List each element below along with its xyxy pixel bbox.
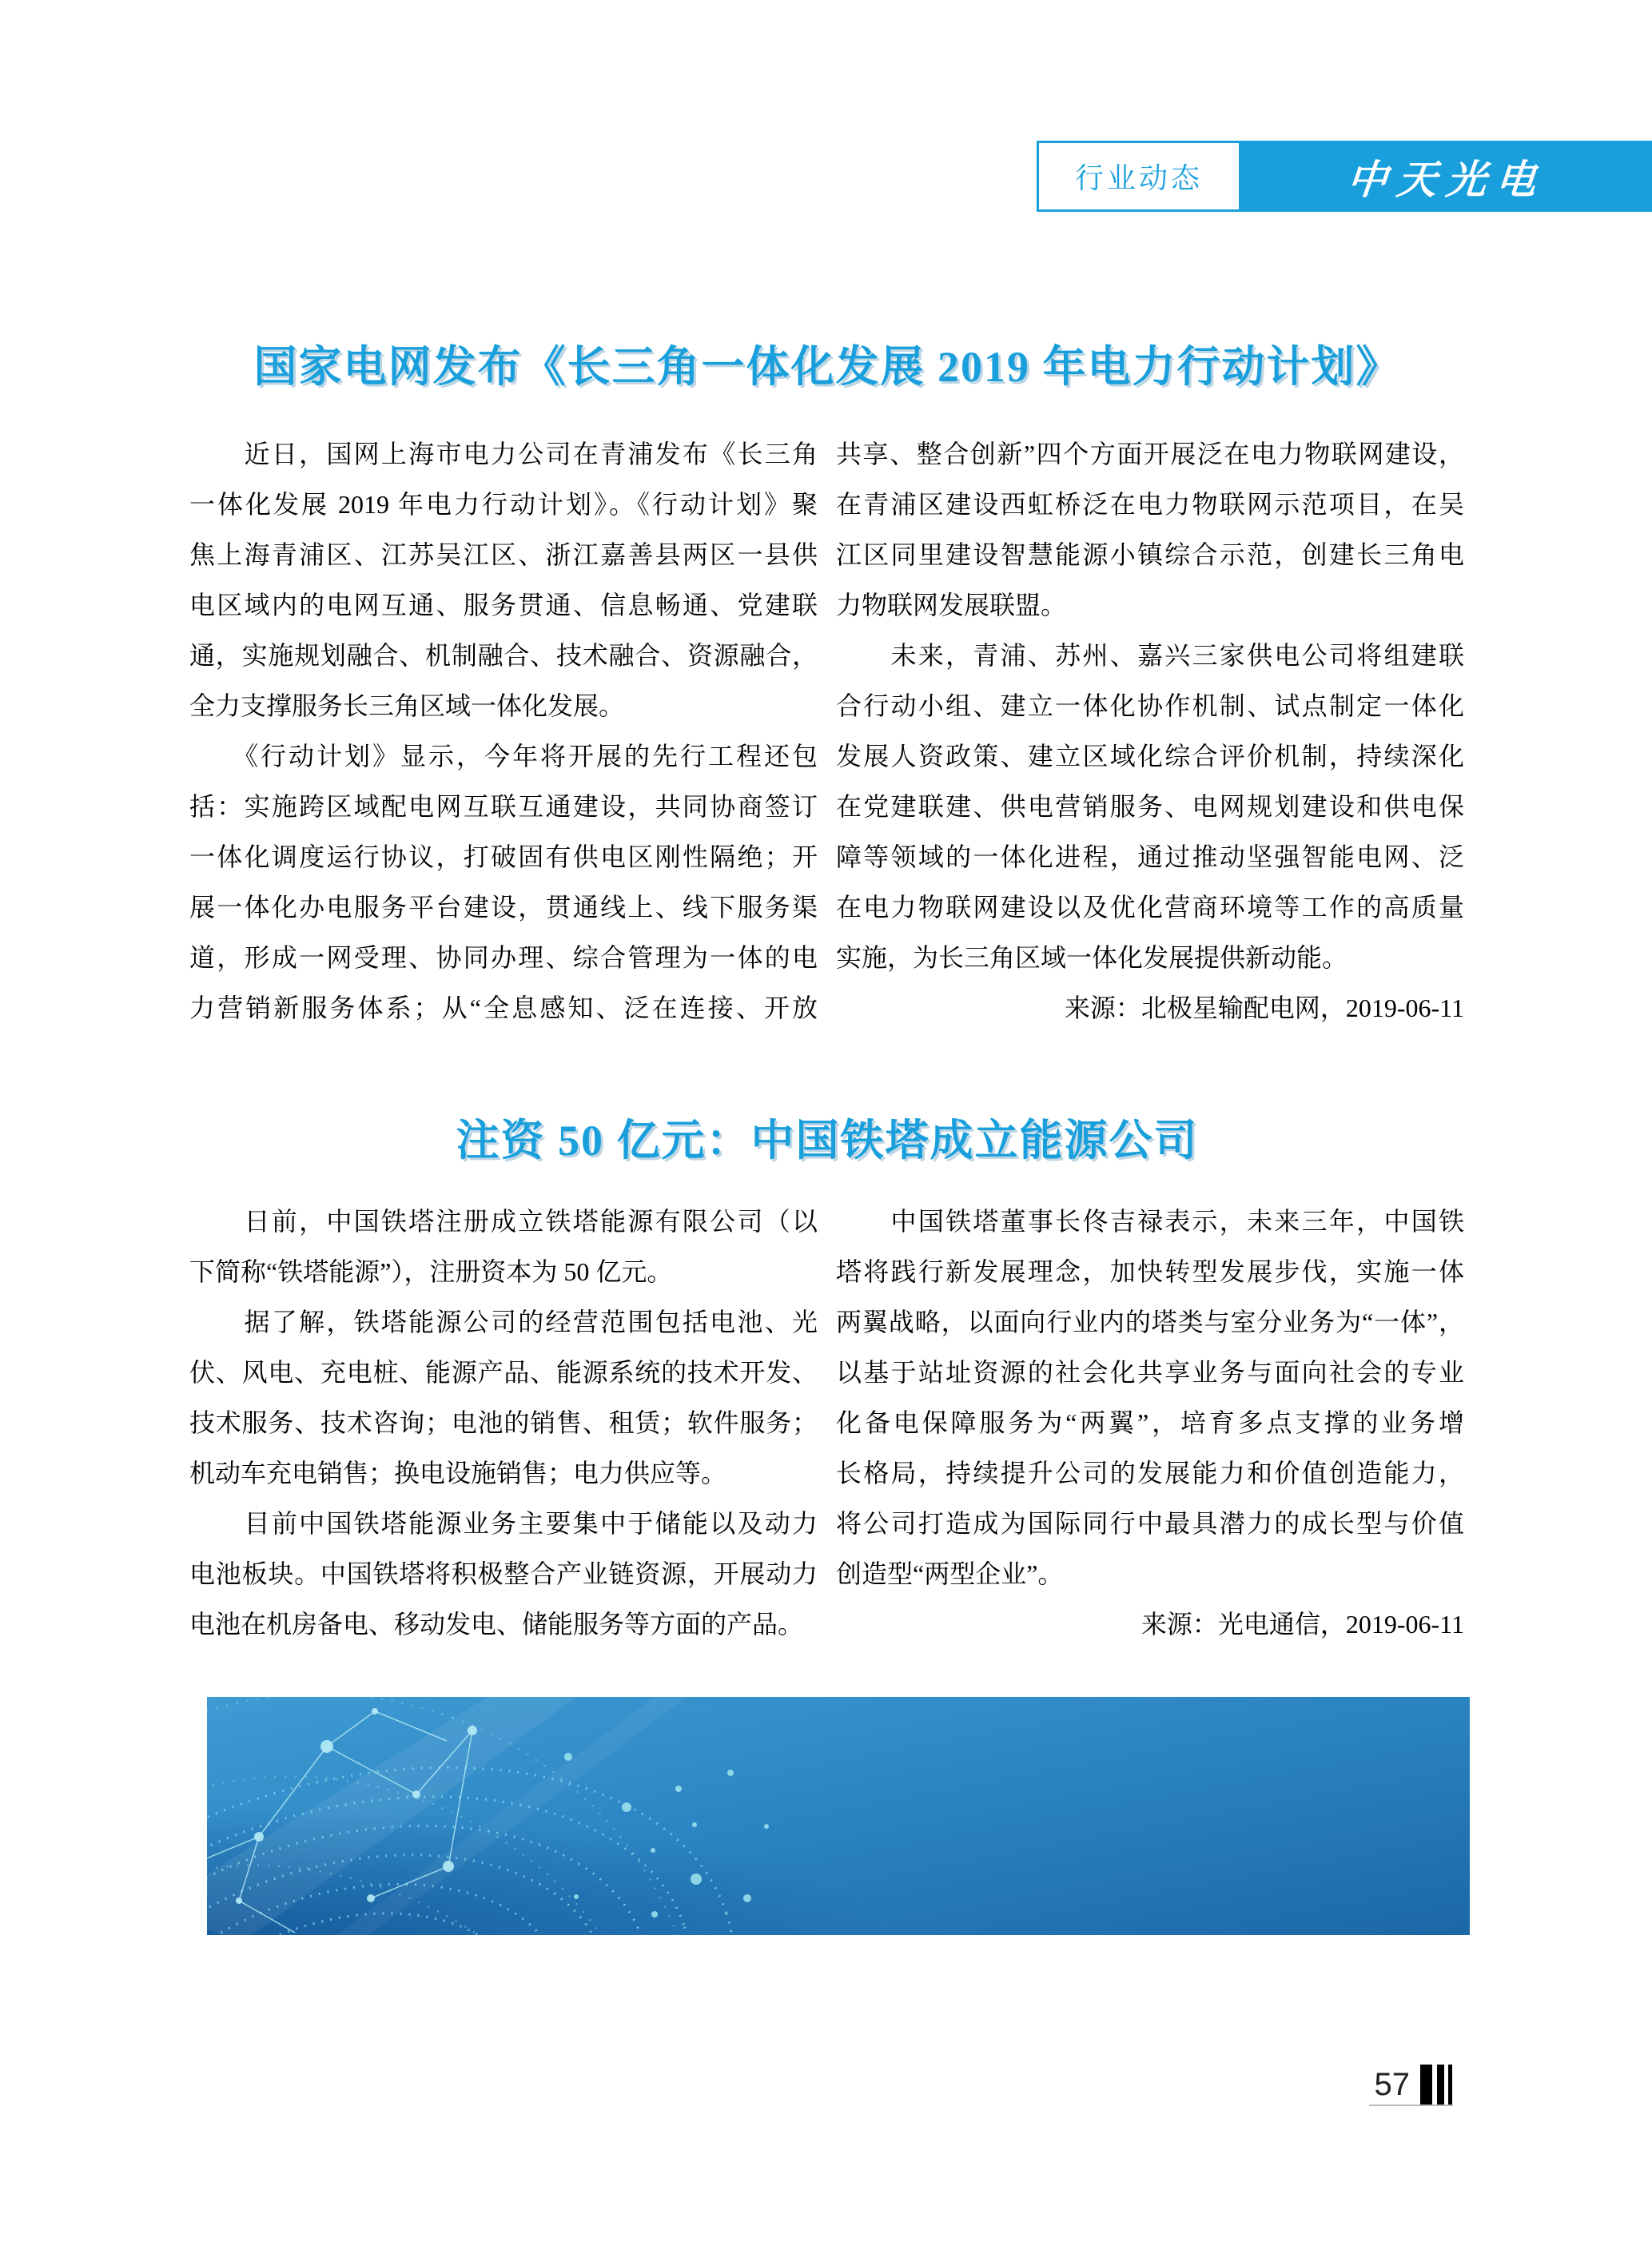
text-line: 电池在机房备电、移动发电、储能服务等方面的产品。 xyxy=(189,1610,804,1639)
text-line: 机动车充电销售；换电设施销售；电力供应等。 xyxy=(189,1459,727,1487)
text-line: 将公司打造成为国际同行中最具潜力的成长型与价值 xyxy=(836,1509,1464,1538)
article2-left-lines xyxy=(189,1197,818,1650)
page-number-bar-icon xyxy=(1437,2065,1444,2105)
text-line: 通，实施规划融合、机制融合、技术融合、资源融合， xyxy=(189,641,818,670)
text-line: 共享、整合创新”四个方面开展泛在电力物联网建设， xyxy=(836,440,1464,468)
text-line: 长格局，持续提升公司的发展能力和价值创造能力， xyxy=(836,1459,1464,1487)
text-line: 在党建联建、供电营销服务、电网规划建设和供电保 xyxy=(836,792,1464,821)
text-line: 日前，中国铁塔注册成立铁塔能源有限公司（以 xyxy=(189,1207,818,1236)
text-line: 展一体化办电服务平台建设，贯通线上、线下服务渠 xyxy=(189,893,818,922)
network-globe-banner xyxy=(207,1697,1470,1935)
text-line: 以基于站址资源的社会化共享业务与面向社会的专业 xyxy=(836,1358,1464,1387)
text-line: 一体化调度运行协议，打破固有供电区刚性隔绝；开 xyxy=(189,842,818,871)
brand-logo: 中天光电 xyxy=(1345,155,1548,203)
text-line: 电区域内的电网互通、服务贯通、信息畅通、党建联 xyxy=(189,591,818,619)
article1-left-column xyxy=(189,429,818,1033)
article2-title: 注资 50 亿元：中国铁塔成立能源公司 xyxy=(456,1117,1199,1165)
text-line: 伏、风电、充电桩、能源产品、能源系统的技术开发、 xyxy=(189,1358,818,1387)
text-line: 目前中国铁塔能源业务主要集中于储能以及动力 xyxy=(189,1509,818,1538)
article2-right-lines xyxy=(836,1197,1464,1599)
article1-right-column xyxy=(836,429,1464,1033)
section-tag-label: 行业动态 xyxy=(1074,161,1203,194)
text-line: 塔将践行新发展理念，加快转型发展步伐，实施一体 xyxy=(836,1257,1464,1286)
text-line: 一体化发展 2019 年电力行动计划》。《行动计划》聚 xyxy=(189,490,818,519)
page-number-bar-icon xyxy=(1448,2065,1452,2105)
text-line: 两翼战略，以面向行业内的塔类与室分业务为“一体”， xyxy=(836,1308,1464,1336)
text-line: 在电力物联网建设以及优化营商环境等工作的高质量 xyxy=(836,893,1464,922)
text-line: 中国铁塔董事长佟吉禄表示，未来三年，中国铁 xyxy=(836,1207,1464,1236)
page-number-underline xyxy=(1369,2105,1453,2106)
text-line: 下简称“铁塔能源”），注册资本为 50 亿元。 xyxy=(189,1257,673,1286)
text-line: 合行动小组、建立一体化协作机制、试点制定一体化 xyxy=(836,691,1464,720)
article2-left-column xyxy=(189,1197,818,1650)
text-line: 据了解，铁塔能源公司的经营范围包括电池、光 xyxy=(189,1308,818,1336)
text-line: 括：实施跨区域配电网互联互通建设，共同协商签订 xyxy=(189,792,818,821)
text-line: 发展人资政策、建立区域化综合评价机制，持续深化 xyxy=(836,742,1464,771)
text-line: 《行动计划》显示，今年将开展的先行工程还包 xyxy=(189,742,818,771)
article1-right-lines xyxy=(836,429,1464,983)
text-line: 在青浦区建设西虹桥泛在电力物联网示范项目，在吴 xyxy=(836,490,1464,519)
text-line: 创造型“两型企业”。 xyxy=(836,1559,1064,1588)
article1-body xyxy=(189,429,1465,1033)
text-line: 实施，为长三角区域一体化发展提供新动能。 xyxy=(836,943,1348,972)
article1-source: 来源：北极星输配电网，2019-06-11 xyxy=(1064,994,1464,1022)
article1-title: 国家电网发布《长三角一体化发展 2019 年电力行动计划》 xyxy=(253,343,1401,392)
text-line: 力营销新服务体系；从“全息感知、泛在连接、开放 xyxy=(189,994,818,1022)
article2-body xyxy=(189,1197,1465,1650)
page-number: 57 xyxy=(1374,2067,1410,2102)
text-line: 力物联网发展联盟。 xyxy=(836,591,1067,619)
section-tag-box xyxy=(1037,141,1241,212)
text-line: 焦上海青浦区、江苏吴江区、浙江嘉善县两区一县供 xyxy=(189,540,818,569)
text-line: 江区同里建设智慧能源小镇综合示范，创建长三角电 xyxy=(836,540,1464,569)
text-line: 近日，国网上海市电力公司在青浦发布《长三角 xyxy=(189,440,818,468)
text-line: 未来，青浦、苏州、嘉兴三家供电公司将组建联 xyxy=(836,641,1464,670)
brand-bar xyxy=(1241,141,1652,212)
text-line: 技术服务、技术咨询；电池的销售、租赁；软件服务； xyxy=(189,1408,818,1437)
article2-right-column xyxy=(836,1197,1464,1650)
article1-left-lines xyxy=(189,429,818,1033)
text-line: 道，形成一网受理、协同办理、综合管理为一体的电 xyxy=(189,943,818,972)
text-line: 化备电保障服务为“两翼”，培育多点支撑的业务增 xyxy=(836,1408,1464,1437)
text-line: 全力支撑服务长三角区域一体化发展。 xyxy=(189,691,625,720)
banner-graphic xyxy=(207,1697,1470,1935)
text-line: 电池板块。中国铁塔将积极整合产业链资源，开展动力 xyxy=(189,1559,818,1588)
page-number-bar-icon xyxy=(1420,2065,1432,2105)
text-line: 障等领域的一体化进程，通过推动坚强智能电网、泛 xyxy=(836,842,1464,871)
article2-source: 来源：光电通信，2019-06-11 xyxy=(1140,1610,1464,1639)
